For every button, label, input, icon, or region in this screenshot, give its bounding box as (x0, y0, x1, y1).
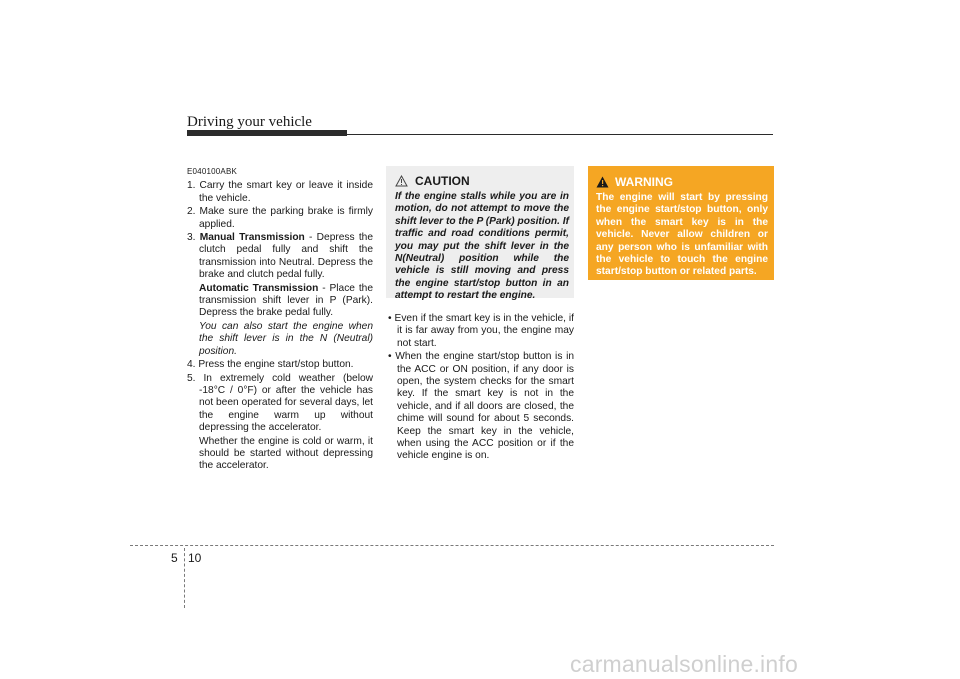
step-3 (187, 232, 373, 282)
warning-text: The engine will start by pressing the engine start/stop button, only when the smart key is in the vehicle. Never allow children or any person who is unfamiliar with the vehicle to touch the engine start/stop button or related parts. (596, 192, 768, 278)
step-5: 5. In extremely cold weather (below -18°C / 0°F) or after the vehicle has not been operated for several days, let the engine warm up without depressing the accelerator. (187, 372, 373, 434)
page-number: 10 (188, 551, 202, 565)
automatic-transmission-text: - Place the transmission shift lever in P (Park). Depress the brake pedal fully. (199, 282, 373, 319)
step-2: 2. Make sure the parking brake is firmly applied. (187, 206, 373, 230)
header-rule-thin (347, 134, 773, 135)
instructions-column (187, 166, 373, 474)
warning-box (588, 166, 774, 280)
caution-text: If the engine stalls while you are in motion, do not attempt to move the shift lever to the P (Park) position. If traffic and road conditions permit, you may put the shift lever in the N(Neutral) position while the vehicle is still moving and press the engine start/stop button in an attempt to restart the engine. (395, 191, 569, 302)
step-5-note: Whether the engine is cold or warm, it should be started without depressing the accelerator. (199, 435, 373, 472)
caution-triangle-icon (395, 175, 408, 187)
caution-title: CAUTION (415, 174, 470, 188)
automatic-transmission-label: Automatic Transmission (199, 282, 319, 294)
list-item: • When the engine start/stop button is in the ACC or ON position, if any door is open, the system checks for the smart key. If the smart key is not in the vehicle, and if all doors are closed, the chime will sound for about 5 seconds. Keep the smart key in the vehicle, when using the ACC position or if the vehicle engine is on. (388, 351, 574, 462)
manual-transmission-label: Manual Transmission (199, 232, 305, 244)
footer-divider (184, 548, 185, 608)
list-item: • Even if the smart key is in the vehicle, if it is far away from you, the engine may not start. (388, 313, 574, 349)
section-code: E040100ABK (187, 167, 238, 176)
step-1: 1. Carry the smart key or leave it inside the vehicle. (187, 180, 373, 204)
caution-header (395, 174, 569, 188)
chapter-number: 5 (171, 551, 178, 565)
warning-title: WARNING (615, 175, 673, 189)
manual-transmission-text: - Depress the clutch pedal fully and shift the transmission into Neutral. Depress the brake and clutch pedal fully. (199, 232, 374, 281)
header-rule-thick (187, 130, 347, 136)
warning-triangle-icon (596, 176, 609, 188)
smart-key-notes (386, 313, 574, 464)
footer-rule (130, 545, 774, 546)
caution-box (386, 166, 574, 302)
automatic-transmission-paragraph (187, 283, 373, 320)
warning-header (596, 175, 768, 189)
step-3-number: 3. (187, 232, 200, 244)
neutral-note: You can also start the engine when the shift lever is in the N (Neutral) position. (199, 320, 373, 357)
step-4: 4. Press the engine start/stop button. (187, 359, 354, 371)
header-title: Driving your vehicle (187, 114, 312, 130)
watermark-link[interactable]: carmanualsonline.info (570, 651, 798, 677)
